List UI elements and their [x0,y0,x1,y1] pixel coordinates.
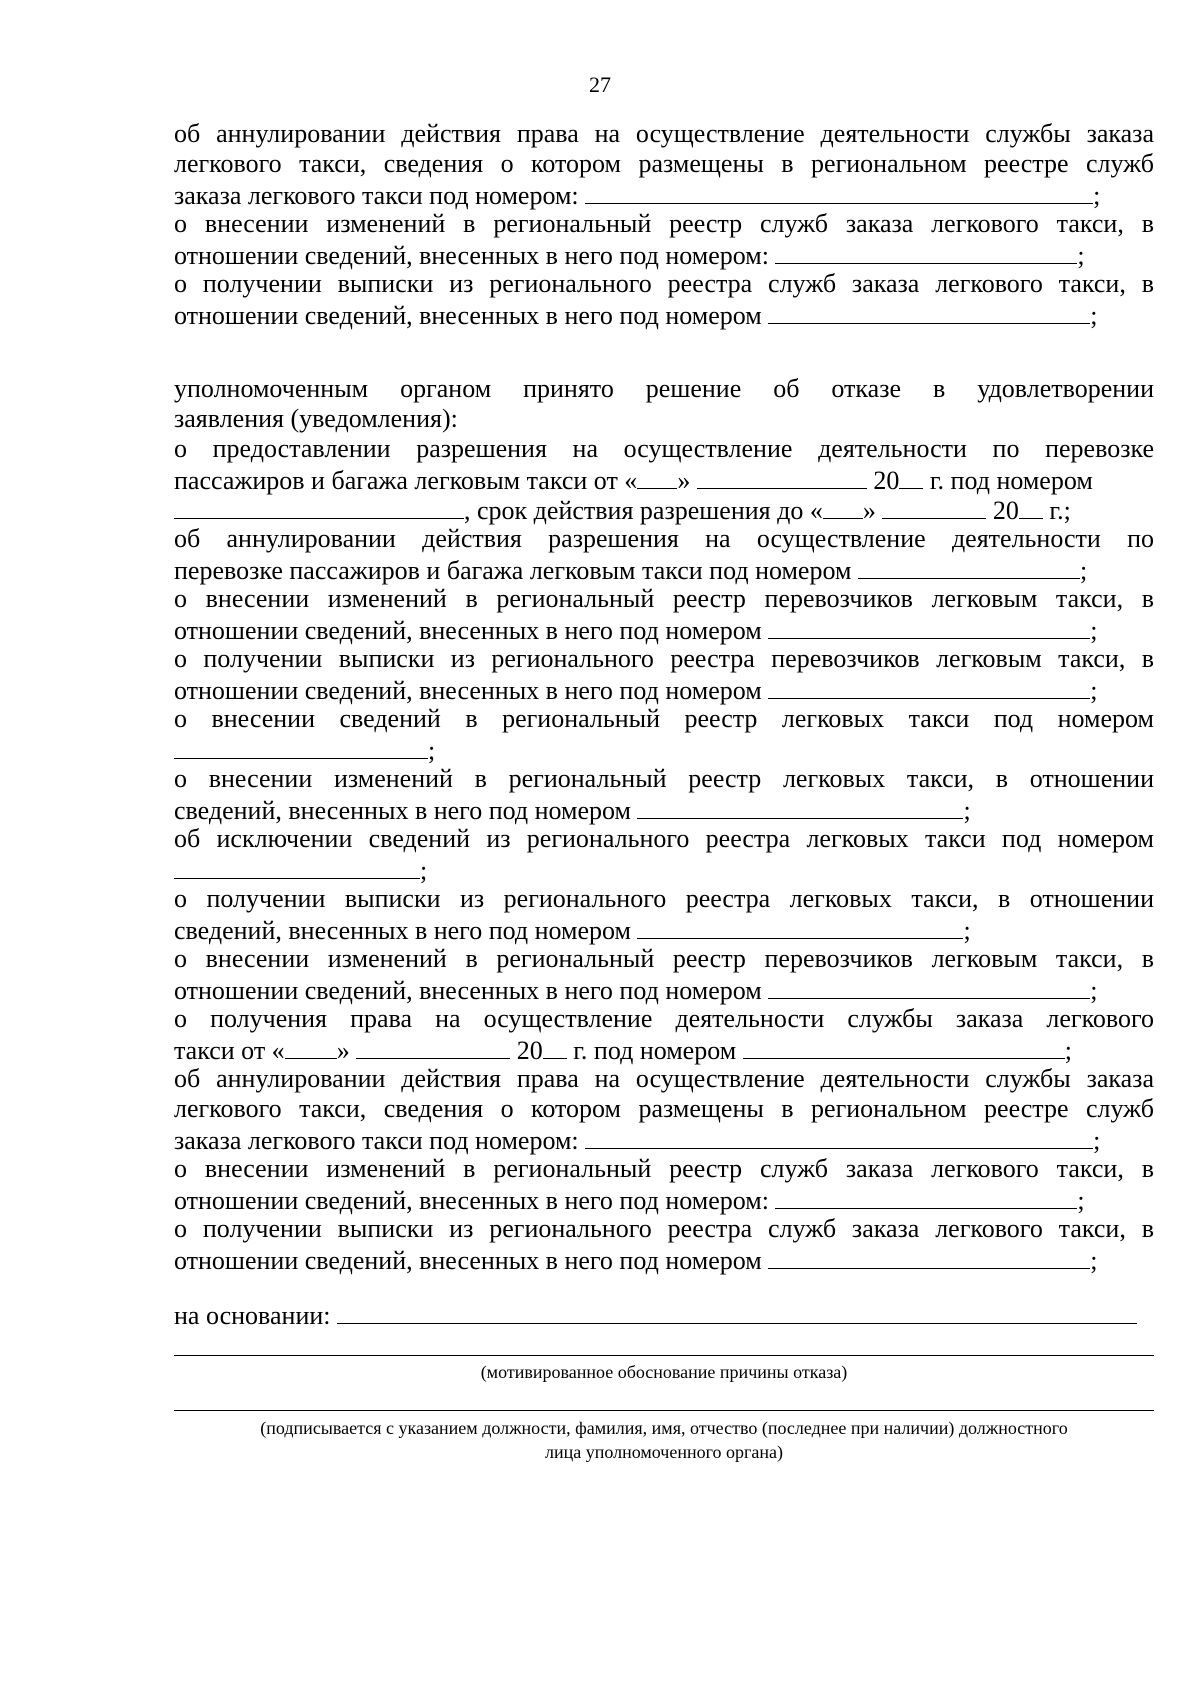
basis-continuation-rule [174,1355,1154,1356]
number-blank [585,177,1093,204]
number-blank [858,552,1080,579]
text-line: отношении сведений, внесенных в него под номером ; [174,672,1154,707]
text-line: перевозке пассажиров и багажа легковым такси под номером ; [174,552,1154,587]
number-blank [768,1242,1090,1269]
text-line: об аннулировании действия права на осуществление деятельности службы заказа [174,1064,1154,1093]
page-number: 27 [589,72,611,97]
text-line: заявления (уведомления): [174,404,458,433]
year-blank [899,462,923,489]
number-blank [174,492,464,519]
text-line: отношении сведений, внесенных в него под номером ; [174,297,1154,332]
basis-line [174,1297,1154,1332]
number-blank [768,672,1090,699]
number-blank [775,1182,1077,1209]
text-line: отношении сведений, внесенных в него под номером ; [174,972,1154,1007]
number-blank [768,612,1090,639]
text-line: о внесении сведений в региональный реестр легковых такси под номером [174,704,1154,733]
text-line: об исключении сведений из регионального реестра легковых такси под номером [174,824,1154,853]
text-line: ; [174,852,1154,887]
number-blank [768,297,1090,324]
text-line: о предоставлении разрешения на осуществление деятельности по перевозке [174,434,1154,463]
number-blank [775,237,1077,264]
text-line: заказа легкового такси под номером: ; [174,1122,1154,1157]
text-line: отношении сведений, внесенных в него под номером ; [174,612,1154,647]
basis-blank [337,1297,1137,1324]
text-line: о получения права на осуществление деятельности службы заказа легкового [174,1004,1154,1033]
text-line: заказа легкового такси под номером: ; [174,177,1154,212]
basis-caption: (мотивированное обоснование причины отказа) [480,1362,848,1382]
text-line: отношении сведений, внесенных в него под номером ; [174,1242,1154,1277]
basis-label: на основании: [174,1301,331,1330]
text-line: ; [174,732,1154,767]
signature-rule [174,1410,1154,1411]
number-blank [637,792,963,819]
number-blank [743,1032,1065,1059]
day-blank [823,492,863,519]
text-line: об аннулировании действия разрешения на осуществление деятельности по [174,524,1154,553]
text-line: , срок действия разрешения до « » 20 г.; [174,492,1154,527]
text-line: о получении выписки из регионального реестра легковых такси, в отношении [174,884,1154,913]
text-line: такси от « » 20 г. под номером ; [174,1032,1154,1067]
number-blank [174,852,420,879]
signature-caption-line: лица уполномоченного органа) [544,1442,784,1462]
text-line: о внесении изменений в региональный реестр перевозчиков легковым такси, в [174,944,1154,973]
signature-caption-line: (подписывается с указанием должности, фамилия, имя, отчество (последнее при наличии) должностного [260,1418,1068,1438]
number-blank [637,912,963,939]
text-line: сведений, внесенных в него под номером ; [174,912,1154,947]
text-line: о получении выписки из регионального реестра служб заказа легкового такси, в [174,269,1154,298]
text-line: легкового такси, сведения о котором размещены в региональном реестре служб [174,1094,1154,1123]
number-blank [585,1122,1093,1149]
text-line: отношении сведений, внесенных в него под номером: ; [174,237,1154,272]
text-line: о внесении изменений в региональный реестр служб заказа легкового такси, в [174,209,1154,238]
text-line: отношении сведений, внесенных в него под номером: ; [174,1182,1154,1217]
year-blank [1019,492,1043,519]
month-blank [882,492,986,519]
number-blank [174,732,428,759]
text-line: о получении выписки из регионального реестра служб заказа легкового такси, в [174,1214,1154,1243]
day-blank [637,462,677,489]
number-blank [768,972,1090,999]
month-blank [356,1032,510,1059]
text-line: о внесении изменений в региональный реестр легковых такси, в отношении [174,764,1154,793]
text-line: о внесении изменений в региональный реестр перевозчиков легковым такси, в [174,584,1154,613]
text-line: сведений, внесенных в него под номером ; [174,792,1154,827]
text-line: о внесении изменений в региональный реестр служб заказа легкового такси, в [174,1154,1154,1183]
text-line: уполномоченным органом принято решение об отказе в удовлетворении [174,374,1154,403]
text-line: пассажиров и багажа легковым такси от « » 20 г. под номером [174,462,1154,497]
text-line: об аннулировании действия права на осуществление деятельности службы заказа [174,119,1154,148]
month-blank [697,462,867,489]
year-blank [543,1032,567,1059]
text-line: о получении выписки из регионального реестра перевозчиков легковым такси, в [174,644,1154,673]
text-line: легкового такси, сведения о котором размещены в региональном реестре служб [174,149,1154,178]
day-blank [285,1032,337,1059]
